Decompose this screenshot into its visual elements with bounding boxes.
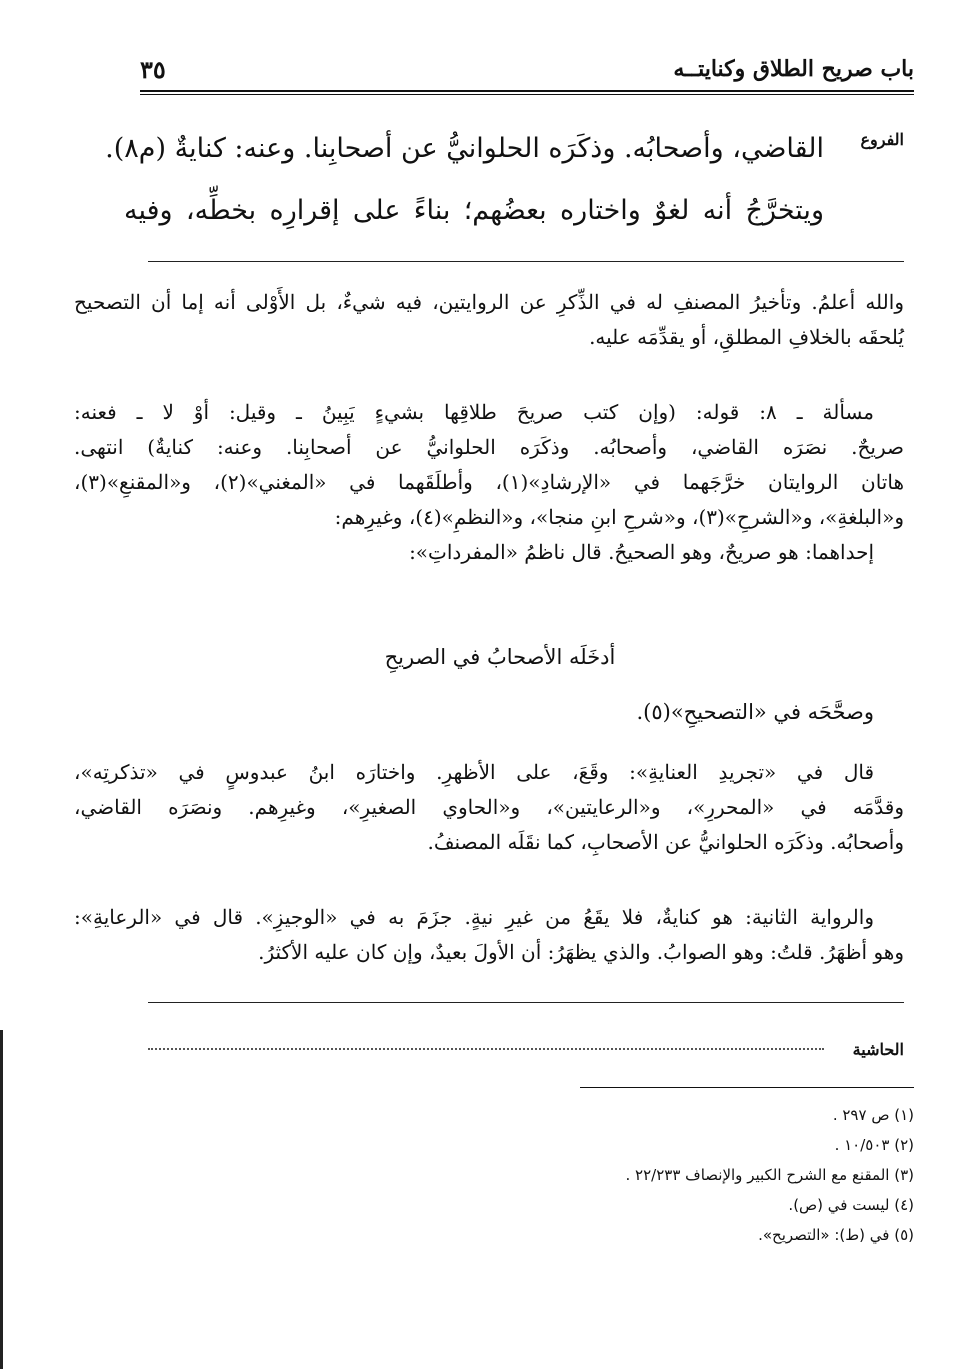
page-header (140, 52, 914, 86)
footnote: (٢) ١٠/٥٠٣ . (834, 1136, 914, 1154)
footnote: (٤) ليست في (ص). (788, 1196, 914, 1214)
commentary-line: وأصحابُه. وذكَرَه الحلوانيُّ عن الأصحابِ، كما نقَلَه المصنفُ. (427, 830, 904, 854)
page-number: ٣٥ (140, 54, 166, 84)
commentary-line: مسألة ـ ٨: قوله: (وإن كتب صريحَ طلاقِها بشيءٍ يَبِينُ ـ وقيل: أوْ لا ـ فعنه: (74, 400, 874, 424)
masala-block (74, 395, 904, 570)
commentary-line: صريحٌ. نصَرَه القاضي، وأصحابُه. وذكَرَه الحلوانيُّ عن أصحابِنا. وعنه: كنايةٌ) انتهى. (74, 435, 904, 459)
commentary-line: إحداهما: هو صريحٌ، وهو الصحيحُ. قال ناظمُ «المفرداتِ»: (409, 540, 874, 564)
footnote: (٣) المقنع مع الشرح الكبير والإنصاف ٢٢/٢٣٣ . (625, 1166, 914, 1184)
furu-text-block (105, 118, 824, 242)
commentary-line: قال في «تجريدِ العنايةِ»: وقَعَ، على الأظهرِ. واختارَه ابنُ عبدوسٍ في «تذكرتِه»، (74, 760, 874, 784)
verse-line: وصحَّحَه في «التصحيحِ»(٥). (636, 700, 874, 724)
section-divider (148, 261, 904, 262)
commentary-line: وهو أظهَرُ. قلتُ: وهو الصوابُ. والذي يظهَرُ: أن الأولَ بعيدٌ، وإن كان عليه الأكثرُ. (258, 940, 904, 964)
footnotes (214, 1100, 914, 1250)
hashiya-margin-label: الحاشية (852, 1040, 904, 1059)
section-divider (148, 1002, 904, 1003)
verse-line: أدخَلَه الأصحابُ في الصريحِ (384, 645, 616, 669)
commentary-line: يُلحقَه بالخلافِ المطلقِ، أو يقدِّمَه عليه. (589, 325, 904, 349)
tajrid-block (74, 755, 904, 860)
footnote: (١) ص ٢٩٧ . (832, 1106, 914, 1124)
commentary-line: و«البلغةِ»، و«الشرحِ»(٣)، و«شرحِ ابنِ منجا»، و«النظمِ»(٤)، وغيرِهم: (334, 505, 904, 529)
commentary-line: وقدَّمَه في «المحررِ»، و«الرعايتين»، و«الحاوي الصغيرِ»، وغيرِهم. ونصَرَه القاضي، (74, 795, 904, 819)
second-narration-block (74, 900, 904, 970)
hashiya-dotted-line (148, 1048, 824, 1050)
furu-margin-label: الفروع (860, 130, 904, 149)
running-title: باب صريح الطلاق وكنايتــه (673, 56, 914, 82)
furu-line: ويتخرَّجُ أنه لغوٌ واختاره بعضُهم؛ بناءً على إقرارِه بخطِّه، وفيه (124, 195, 824, 226)
header-rule (140, 90, 914, 95)
furu-line: القاضي، وأصحابُه. وذكَرَه الحلوانيُّ عن أصحابِنا. وعنه: كنايةٌ (م٨). (105, 133, 824, 164)
commentary-intro (74, 285, 904, 355)
footnote-rule (580, 1087, 914, 1088)
scan-edge (0, 1030, 3, 1369)
commentary-line: والله أعلمُ. وتأخيرُ المصنفِ له في الذِّكرِ عن الروايتين، فيه شيءٌ، بل الأَوْلى أنه إما أن التصحيح (74, 290, 904, 314)
commentary-line: والرواية الثانية: هو كنايةٌ، فلا يقَعُ من غيرِ نيةٍ. جزَمَ به في «الوجيزِ». قال في «الرعايةِ»: (74, 905, 874, 929)
footnote: (٥) في (ط): «التصريح». (758, 1226, 914, 1244)
commentary-line: هاتان الروايتان خرَّجَهما في «الإرشادِ»(١)، وأطلَقَهما في «المغني»(٢)، و«المقنعِ»(٣)، (74, 470, 904, 494)
